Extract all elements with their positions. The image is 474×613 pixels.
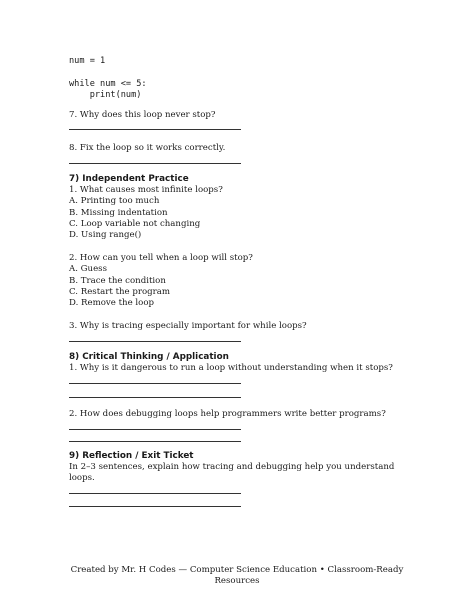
choice-b: B. Trace the condition <box>69 276 166 286</box>
answer-line <box>69 441 241 442</box>
answer-line <box>69 129 241 130</box>
section-8-heading: 8) Critical Thinking / Application <box>69 352 229 362</box>
question-8: 8. Fix the loop so it works correctly. <box>69 143 226 153</box>
code-line-1: num = 1 <box>69 56 106 66</box>
answer-line <box>69 341 241 342</box>
reflection-prompt-line-1: In 2–3 sentences, explain how tracing and debugging help you understand <box>69 462 395 472</box>
answer-line <box>69 163 241 164</box>
choice-c: C. Loop variable not changing <box>69 219 201 229</box>
answer-line <box>69 493 241 494</box>
choice-b: B. Missing indentation <box>69 208 168 218</box>
section-9-heading: 9) Reflection / Exit Ticket <box>69 451 194 461</box>
section-8-question-2: 2. How does debugging loops help programmers write better programs? <box>69 409 386 419</box>
choice-a: A. Printing too much <box>69 196 160 206</box>
answer-line <box>69 506 241 507</box>
section-7-question-3: 3. Why is tracing especially important for while loops? <box>69 321 307 331</box>
code-line-2: while num <= 5: <box>69 79 147 89</box>
choice-d: D. Remove the loop <box>69 298 155 308</box>
choice-c: C. Restart the program <box>69 287 171 297</box>
answer-line <box>69 397 241 398</box>
footer-line-2: Resources <box>214 576 260 586</box>
section-7-heading: 7) Independent Practice <box>69 174 189 184</box>
code-line-3: print(num) <box>69 90 142 100</box>
question-7: 7. Why does this loop never stop? <box>69 110 216 120</box>
reflection-prompt-line-2: loops. <box>69 473 95 483</box>
section-7-question-1: 1. What causes most infinite loops? <box>69 185 223 195</box>
section-7-question-2: 2. How can you tell when a loop will stop? <box>69 253 253 263</box>
footer-line-1: Created by Mr. H Codes — Computer Science Education • Classroom-Ready <box>70 565 404 575</box>
section-8-question-1: 1. Why is it dangerous to run a loop without understanding when it stops? <box>69 363 393 373</box>
footer-credit <box>60 565 414 587</box>
choice-d: D. Using range() <box>69 230 142 240</box>
choice-a: A. Guess <box>69 264 107 274</box>
answer-line <box>69 383 241 384</box>
answer-line <box>69 429 241 430</box>
